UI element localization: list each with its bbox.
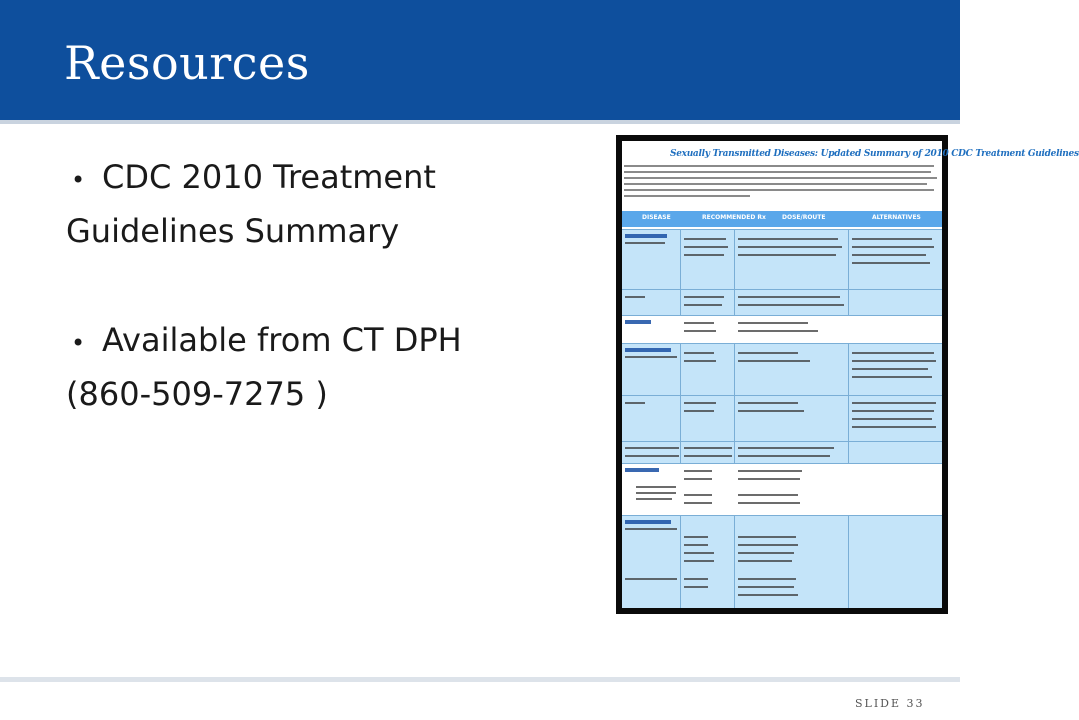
bullet-dot: • [71, 329, 86, 357]
document-title: Sexually Transmitted Diseases: Updated Summary of 2010 CDC Treatment Guidelines [670, 149, 1079, 159]
slide-number-footer [855, 697, 925, 710]
slide-title: Resources [64, 36, 310, 90]
slide-number: 33 [906, 697, 925, 710]
title-bar-divider [0, 120, 960, 124]
bullet-1-line-2: Guidelines Summary [66, 212, 400, 250]
bullet-1-line-1: CDC 2010 Treatment [102, 158, 436, 196]
table-row [622, 395, 942, 442]
bullet-2-line-1: Available from CT DPH [102, 321, 462, 359]
bullet-dot: • [71, 166, 86, 194]
table-row [622, 343, 942, 396]
column-alternatives: ALTERNATIVES [872, 214, 921, 221]
document-intro-text [624, 165, 940, 201]
cdc-guidelines-document-image [622, 141, 1079, 608]
table-row [622, 463, 942, 516]
table-row [622, 441, 942, 464]
document-table-body [622, 229, 942, 608]
column-recommended: RECOMMENDED Rx [702, 214, 766, 221]
bullet-2-line-2: (860-509-7275 ) [66, 375, 328, 413]
column-dose-route: DOSE/ROUTE [782, 214, 826, 221]
document-table-header [622, 211, 942, 227]
table-row [622, 289, 942, 316]
footer-divider [0, 677, 960, 682]
table-row [622, 229, 942, 290]
table-row [622, 515, 942, 609]
column-disease: DISEASE [642, 214, 671, 221]
slide-label: SLIDE [855, 697, 902, 710]
table-row [622, 315, 942, 344]
